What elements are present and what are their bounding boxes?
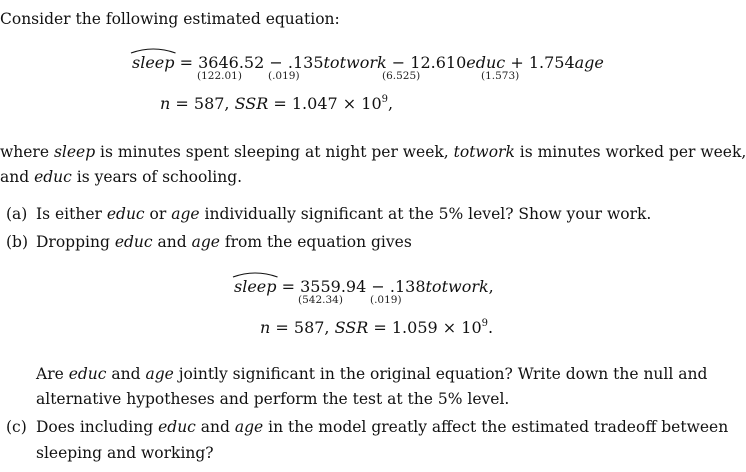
equation-2-stats: n = 587, SSR = $1.059 \times 10^9$. bbox=[260, 318, 494, 337]
equation-2: sleep = 3559.94 − .138totwork, bbox=[234, 277, 494, 296]
se-age-1: (1.573) bbox=[481, 70, 520, 82]
question-b-label: (b) bbox=[6, 233, 29, 251]
se-const-2: (542.34) bbox=[298, 294, 343, 306]
se-educ-1: (6.525) bbox=[382, 70, 421, 82]
sleep-hat-variable-2: sleep bbox=[234, 277, 277, 296]
question-c-text-line-2: sleeping and working? bbox=[36, 444, 214, 462]
question-a-label: (a) bbox=[6, 205, 28, 223]
question-b-followup-2: alternative hypotheses and perform the test at the 5% level. bbox=[36, 390, 510, 408]
equation-1-stats: n = 587, SSR = $1.047 \times 10^9$, bbox=[160, 94, 394, 113]
where-line-1: where sleep is minutes spent sleeping at night per week, totwork is minutes worked per week, bbox=[0, 143, 746, 161]
question-a-text: Is either educ or age individually significant at the 5% level? Show your work. bbox=[36, 205, 652, 223]
question-c-text: Does including educ and age in the model greatly affect the estimated tradeoff between bbox=[36, 418, 729, 436]
sleep-hat-variable: sleep bbox=[132, 53, 175, 72]
equation-1: sleep = 3646.52 − .135totwork − 12.610educ + 1.754age bbox=[132, 53, 604, 72]
se-totwork-2: (.019) bbox=[370, 294, 402, 306]
se-const-1: (122.01) bbox=[197, 70, 242, 82]
question-c-label: (c) bbox=[6, 418, 27, 436]
se-totwork-1: (.019) bbox=[268, 70, 300, 82]
question-b-text: Dropping educ and age from the equation gives bbox=[36, 233, 412, 251]
intro-text: Consider the following estimated equation: bbox=[0, 10, 340, 28]
where-line-2: and educ is years of schooling. bbox=[0, 168, 243, 186]
question-b-followup-1: Are educ and age jointly significant in the original equation? Write down the null and bbox=[36, 365, 708, 383]
